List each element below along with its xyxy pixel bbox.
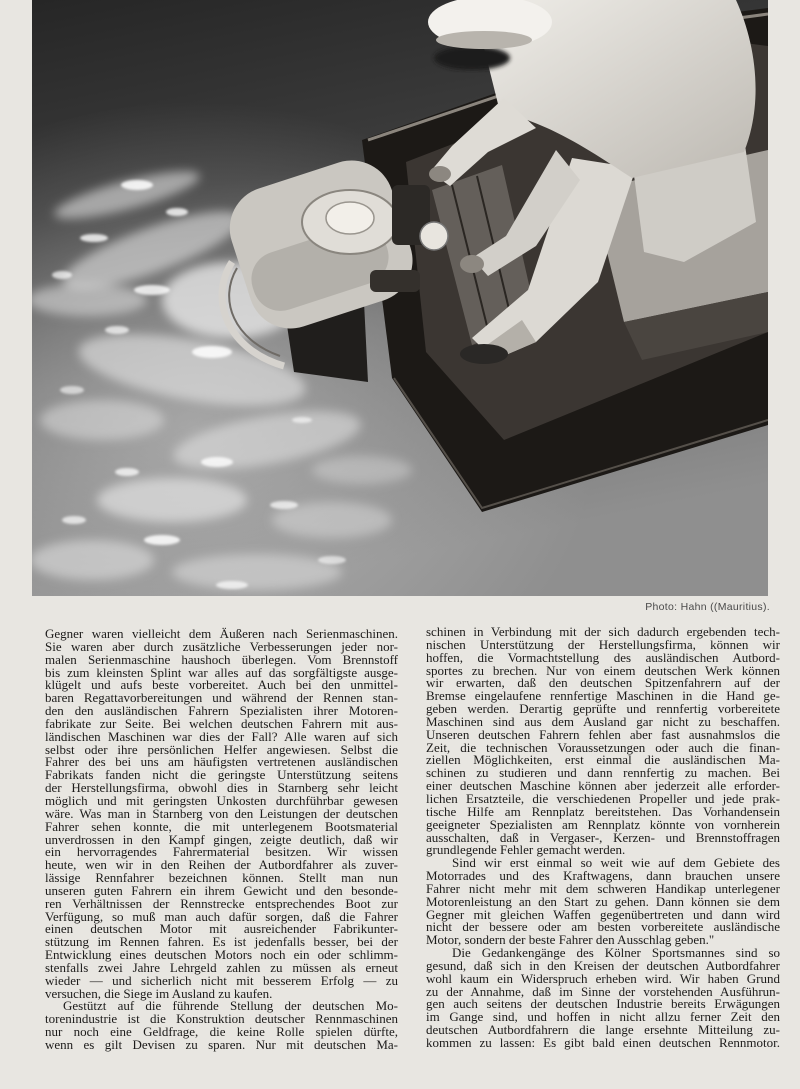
article-line: möglich und mit geringsten Unkosten durchführbar gewesen: [45, 792, 398, 808]
article-line: Fahrer sehen konnte, die mit unterlegenem Bootsmaterial: [45, 818, 398, 834]
article-line: ausschalten, daß in Vergaser-, Kerzen- und Brennstoffragen: [426, 829, 780, 845]
photo-caption: Photo: Hahn ((Mauritius).: [645, 601, 770, 613]
article-line: grundlegende Fehler gemacht werden.: [426, 842, 626, 858]
article-line: selbst oder ihre persönlichen Helfer angewiesen. Selbst die: [45, 741, 398, 757]
article-line: versuchen, die Siege im Ausland zu kaufen.: [45, 985, 273, 1001]
article-line: wir erwarten, daß den deutschen Spitzenfahrern auf der: [426, 675, 780, 691]
article-line: hoffen, die Vormachtstellung des ausländischen Autbord-: [426, 649, 780, 665]
article-line: einer deutschen Maschine können aber jederzeit alle erforder-: [426, 778, 780, 794]
article-line: Maschinen sind aus dem Ausland gar nicht zu beschaffen.: [426, 713, 780, 729]
article-paragraph: [45, 628, 398, 1000]
article-line: schinen zu studieren und dann rennfertig zu machen. Bei: [426, 765, 780, 781]
article-line: Zeit, die technischen Voraussetzungen oder auch die finan-: [426, 739, 780, 755]
article-line: lässige Rennfahrer bezeichnen können. Stellt man nun: [45, 870, 398, 886]
article-line: einen deutschen Motor mit ausreichender Fabrikunter-: [45, 921, 398, 937]
article-line: Bremse eingelaufene rennfertige Maschinen in die Hand ge-: [426, 688, 780, 704]
article-paragraph: [45, 1000, 398, 1051]
article-line: geeigneter Spezialisten am Rennplatz könnte von vornherein: [426, 816, 780, 832]
article-line: Motor, sondern der beste Fahrer den Ausschlag geben.": [426, 932, 715, 948]
article-line: Sie waren aber durch zusätzliche Verbesserungen jeder nor-: [45, 638, 398, 654]
article-line: deutschen Autbordfahrern die lange ersehnte Mitteilung zu-: [426, 1022, 780, 1038]
article-line: gesund, daß sich in den Kreisen der deutschen Autbordfahrer: [426, 957, 780, 973]
article-line: stützung im Rennen fahren. Es ist jedenfalls besser, bei der: [45, 934, 398, 950]
article-line: klügelt und aufs beste vorbereitet. Auch bei den unmittel-: [45, 677, 398, 693]
article-line: wäre. Was man in Starnberg von den Leistungen der deutschen: [45, 805, 398, 821]
article-paragraph: [426, 947, 780, 1050]
photo-image: [32, 0, 768, 596]
article-line: Motorenleistung an den Start zu gehen. Dann können sie dem: [426, 893, 780, 909]
article-line: wenn es gilt Devisen zu sparen. Nur mit deutschen Ma-: [45, 1037, 398, 1052]
article-line: gen auch seitens der deutschen Industrie bereits Erwägungen: [426, 996, 780, 1012]
article-line: tische Hilfe am Rennplatz bereitstehen. Das Vorhandensein: [426, 803, 780, 819]
article-line: nicht der bessere oder am besten vorbereitete ausländische: [426, 919, 780, 935]
article-line: malen Serienmaschine haushoch überlegen. Vom Brennstoff: [45, 651, 398, 667]
article-photo: [32, 0, 768, 596]
article-line: ziellen Möglichkeiten, erst einmal die ausländischen Ma-: [426, 752, 780, 768]
article-line: ren Verhältnissen der Rennstrecke entsprechendes Boot zur: [45, 895, 398, 911]
article-line: unseren guten Fahrern ein ihrem Gewicht und den besonde-: [45, 882, 398, 898]
article-line: Gegner mit gleichen Waffen gegenübertreten und dann wird: [426, 906, 780, 922]
article-line: Die Gedankengänge des Kölner Sportsmannes sind so: [452, 945, 780, 961]
article-line: baren Regattavorbereitungen und während der Rennen stan-: [45, 690, 398, 706]
article-line: wieder — und sicherlich nicht mit besserem Erfolg — zu: [45, 972, 398, 988]
article-line: bis zum kleinsten Splint war alles auf das sorgfältigste ausge-: [45, 664, 398, 680]
article-line: Verfügung, so muß man auch dafür sorgen, daß die Fahrer: [45, 908, 398, 924]
article-paragraph: [426, 857, 780, 947]
article-line: nischen Unterstützung der Herstellungsfirma, können wir: [426, 636, 780, 652]
article-line: Fabrikats fanden nicht die geringste Unterstützung seitens: [45, 767, 398, 783]
article-line: Fahrer nicht mehr mit dem schweren Handikap unterlegener: [426, 880, 780, 896]
article-line: im Gange sind, und hoffen in nicht allzu ferner Zeit den: [426, 1009, 780, 1025]
text-column-left: [45, 628, 398, 1052]
article-line: Gestützt auf die führende Stellung der deutschen Mo-: [63, 998, 398, 1014]
article-line: zu der Annahme, daß im Sinne der vorstehenden Ausführun-: [426, 983, 780, 999]
article-line: Unseren deutschen Fahrern fehlen aber fast ausnahmslos die: [426, 726, 780, 742]
article-line: Sind wir erst einmal so weit wie auf dem Gebiete des: [452, 855, 780, 871]
article-line: schinen in Verbindung mit der sich dadurch ergebenden tech-: [426, 624, 780, 639]
article-line: lichen Ersatzteile, die verschiedenen Propeller und jede prak-: [426, 790, 780, 806]
article-line: Entwicklung eines deutschen Motors noch ein oder schlimm-: [45, 947, 398, 963]
article-line: torenindustrie ist die Konstruktion deutscher Rennmaschinen: [45, 1011, 398, 1027]
article-line: ein hervorragendes Fahrermaterial besitzen. Wir wissen: [45, 844, 398, 860]
article-line: kommen zu lassen: Es gibt bald einen deutschen Rennmotor.: [426, 1035, 780, 1050]
article-line: Motorrades und des Kraftwagens, dann brauchen unsere: [426, 868, 780, 884]
article-line: den den ausländischen Fahrern Spezialisten ihrer Motoren-: [45, 703, 398, 719]
article-line: wohl kaum ein Widerspruch erheben wird. Wir haben Grund: [426, 970, 780, 986]
article-line: Gegner waren vielleicht dem Äußeren nach Serienmaschinen.: [45, 626, 398, 641]
article-line: heute, wen wir in den Reihen der Autbordfahrer als zuver-: [45, 857, 398, 873]
article-line: stenfalls zwei Jahre Lehrgeld zahlen zu müssen als erneut: [45, 959, 398, 975]
article-line: ländischen Maschinen war dies der Fall? Alle waren auf sich: [45, 728, 398, 744]
article-line: fabrikate zur Seite. Bei welchen deutschen Fahrern mit aus-: [45, 715, 398, 731]
article-line: unverdrossen in den Kampf gingen, zeigte deutlich, daß wir: [45, 831, 398, 847]
article-line: sportes zu brechen. Nur von einem deutschen Werk können: [426, 662, 780, 678]
article-line: Fahrer des bei uns am häufigsten vertretenen ausländischen: [45, 754, 398, 770]
text-column-right: [426, 626, 780, 1050]
article-line: nur noch eine Geldfrage, die keine Rolle spielen dürfte,: [45, 1024, 398, 1040]
article-line: der Herstellungsfirma, obwohl dies in Starnberg sehr leicht: [45, 780, 398, 796]
article-line: geben werden. Derartig geprüfte und rennfertig vorbereitete: [426, 701, 780, 717]
article-paragraph: [426, 626, 780, 857]
